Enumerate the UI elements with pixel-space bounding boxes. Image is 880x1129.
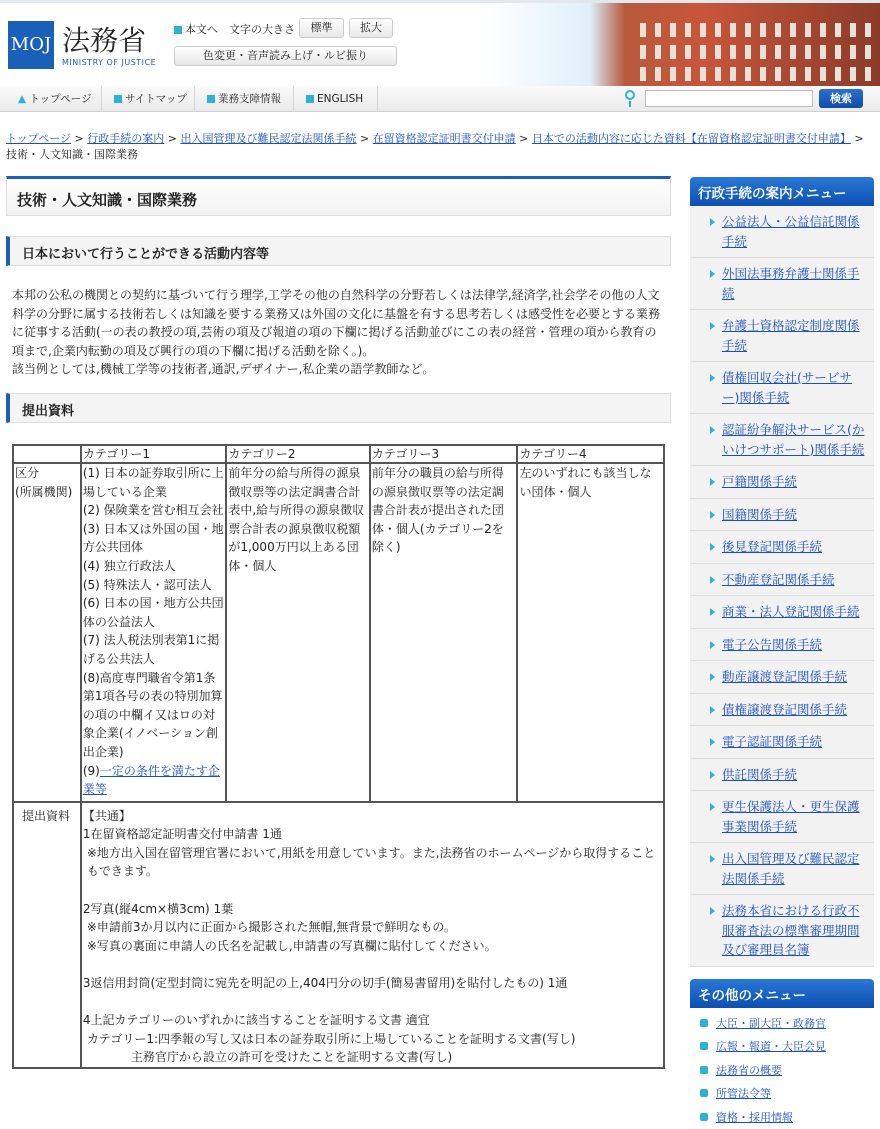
sidebar-menu-link[interactable]: 法務本省における行政不服審査法の標準審理期間及び審理員名簿 [722,903,860,957]
sidebar-menu-link[interactable]: 動産譲渡登記関係手続 [722,669,847,684]
sidebar-menu-item[interactable] [690,414,874,466]
building-window [820,45,826,59]
document-line [83,993,662,1012]
building-window [850,45,856,59]
building-window [670,45,676,59]
sidebar-menu-item[interactable] [690,499,874,532]
other-menu-link[interactable]: 所管法令等 [716,1087,771,1100]
header-category-2: カテゴリー2 [226,445,370,463]
sidebar-menu-link[interactable]: 債権回収会社(サービサー)関係手続 [722,370,852,405]
building-window [850,23,856,37]
building-window [790,45,796,59]
square-bullet-icon [174,26,182,34]
page-title: 技術・人文知識・国際業務 [6,176,671,216]
breadcrumb-link[interactable]: トップページ [6,132,71,145]
document-line [83,955,662,974]
sidebar-menu-link[interactable]: 不動産登記関係手続 [722,572,835,587]
cat1-item-9 [83,762,225,801]
nav-label: ENGLISH [317,93,363,105]
square-bullet-icon [114,95,122,103]
other-menu-link[interactable]: 資格・採用情報 [716,1111,793,1124]
sidebar-menu-item[interactable] [690,466,874,499]
other-menu-link[interactable]: 法務省の概要 [716,1064,782,1077]
cat1-item: (4) 独立行政法人 [83,557,225,576]
building-window [850,67,856,81]
cat1-item: (2) 保険業を営む相互会社 [83,501,225,520]
row-label: 提出資料 [13,802,81,1068]
conditions-link[interactable]: 一定の条件を満たす企業等 [83,764,220,797]
sidebar-menu-link[interactable]: 債権譲渡登記関係手続 [722,702,847,717]
skip-label: 本文へ [185,23,218,36]
cat1-item: (8)高度専門職省令第1条第1項各号の表の特別加算の項の中欄イ又はロの対象企業(イノベーション創出企業) [83,669,225,762]
sidebar-menu-link[interactable]: 出入国管理及び難民認定法関係手続 [722,851,860,886]
document-line [83,881,662,900]
activities-description [6,286,671,379]
building-window [655,67,661,81]
examples-text: 該当例としては,機械工学等の技術者,通訳,デザイナー,私企業の語学教師など。 [12,360,665,379]
nav-label: 業務支障情報 [218,93,281,105]
building-window [700,45,706,59]
building-photo [590,3,880,89]
building-window [760,45,766,59]
category-3-cell: 前年分の職員の給与所得の源泉徴収票等の法定調書合計表が提出された団体・個人(カテゴリー2を除く) [370,463,518,802]
building-window [745,23,751,37]
nav-sitemap[interactable] [102,86,195,112]
sidebar-menu-item[interactable] [690,843,874,895]
activities-text: 本邦の公私の機関との契約に基づいて行う理学,工学その他の自然科学の分野若しくは法律学,経済学,社会学その他の人文科学の分野に属する技術若しくは知識を要する業務又は外国の文化に基盤を有する思考若しくは感受性を必要とする業務に従事する活動(一の表の教授の項,芸術の項及び報道の項の下欄に掲げる活動並びにこの表の経営・管理の項から教育の項まで,企業内転勤の項及び興行の項の下欄に掲げる活動を除く。)。 [12,286,665,360]
row-label: 区分 (所属機関) [13,463,81,802]
building-window [835,23,841,37]
building-window [655,45,661,59]
building-window [715,67,721,81]
document-line: 2写真(縦4cm×横3cm) 1葉 [83,900,662,919]
search-icon [625,90,635,100]
building-window [670,67,676,81]
breadcrumb [6,131,872,163]
sidebar-menu-item[interactable] [690,258,874,310]
building-window [640,45,646,59]
building-window [640,23,646,37]
building-window [640,67,646,81]
sidebar-menu-link[interactable]: 戸籍関係手続 [722,474,797,489]
cat1-item: (7) 法人税法別表第1に掲げる公共法人 [83,631,225,668]
search-button[interactable]: 検索 [819,89,863,108]
other-menu [690,1008,874,1129]
skip-to-content-link[interactable] [174,21,218,37]
document-line: ※申請前3か月以内に正面から撮影された無帽,無背景で鮮明なもの。 [83,918,662,937]
building-window [760,67,766,81]
breadcrumb-separator: > [164,132,180,145]
square-bullet-icon [306,95,314,103]
table-row-documents [13,802,664,1068]
header-category-1: カテゴリー1 [81,445,227,463]
sidebar-menu-item[interactable] [690,362,874,414]
building-window [670,23,676,37]
nav-top-page[interactable] [6,86,102,112]
cat1-item: (5) 特殊法人・認可法人 [83,576,225,595]
other-menu-item[interactable] [690,1012,874,1036]
search-input[interactable] [645,90,813,107]
document-line: 3返信用封筒(定型封筒に宛先を明記の上,404円分の切手(簡易書留用)を貼付したもの) 1通 [83,974,662,993]
building-window [715,23,721,37]
building-window [700,23,706,37]
sidebar-menu-item[interactable] [690,206,874,258]
requirements-table [12,444,665,1069]
section-heading-documents: 提出資料 [6,393,671,423]
document-line: カテゴリー1:四季報の写し又は日本の証券取引所に上場していることを証明する文書(写し) [83,1030,662,1049]
building-window [655,23,661,37]
main-content [6,176,671,423]
breadcrumb-current: 技術・人文知識・国際業務 [6,148,138,161]
accessibility-button[interactable]: 色変更・音声読み上げ・ルビ振り [174,46,397,66]
breadcrumb-separator: > [516,132,532,145]
other-menu-item[interactable] [690,1035,874,1059]
cat1-item: (6) 日本の国・地方公共団体の公益法人 [83,594,225,631]
breadcrumb-link[interactable]: 出入国管理及び難民認定法関係手続 [180,132,356,145]
building-window [700,67,706,81]
other-menu-item[interactable] [690,1106,874,1129]
building-window [835,45,841,59]
header-category-4: カテゴリー4 [517,445,664,463]
document-line: ※写真の裏面に申請人の氏名を記載し,申請書の写真欄に貼付してください。 [83,937,662,956]
moj-logo[interactable]: MOJ [8,21,54,69]
building-window [685,23,691,37]
other-menu-link[interactable]: 広報・報道・大臣会見 [716,1040,826,1053]
site-header [0,0,880,86]
logo-subtitle: MINISTRY OF JUSTICE [62,58,156,67]
building-window [820,23,826,37]
building-window [715,45,721,59]
documents-cell [81,802,664,1068]
nav-service-info[interactable] [195,86,294,112]
other-menu-link[interactable]: 大臣・副大臣・政務官 [716,1017,826,1030]
building-window [865,45,871,59]
sidebar-menu-item[interactable] [690,726,874,759]
cat1-item: (1) 日本の証券取引所に上場している企業 [83,464,225,501]
procedures-menu-title: 行政手続の案内メニュー [690,177,874,206]
building-window [730,23,736,37]
category-2-cell: 前年分の給与所得の源泉徴収票等の法定調書合計表中,給与所得の源泉徴収票合計表の源泉徴収税額が1,000万円以上ある団体・個人 [226,463,370,802]
building-window [730,45,736,59]
building-window [775,23,781,37]
building-window [760,23,766,37]
sidebar-menu-link[interactable]: 外国法事務弁護士関係手続 [722,266,860,301]
building-window [775,45,781,59]
font-large-button[interactable]: 拡大 [349,18,393,38]
sidebar-menu-item[interactable] [690,661,874,694]
font-size-label: 文字の大きさ [229,21,295,37]
building-window [685,45,691,59]
sidebar-menu-item[interactable] [690,531,874,564]
building-window [835,67,841,81]
sidebar-menu-link[interactable]: 公益法人・公益信託関係手続 [722,214,860,249]
category-4-cell: 左のいずれにも該当しない団体・個人 [517,463,664,802]
header-category-3: カテゴリー3 [370,445,518,463]
home-icon: ▲ [18,93,26,105]
header-cell [13,445,81,463]
sidebar-menu-item[interactable] [690,895,874,967]
other-menu-item[interactable] [690,1059,874,1083]
building-window [805,67,811,81]
table-row-classification [13,463,664,802]
sidebar [690,177,874,1129]
nav-english[interactable] [294,86,378,112]
breadcrumb-link[interactable]: 日本での活動内容に応じた資料【在留資格認定証明書交付申請】 [532,132,851,145]
sidebar-menu-item[interactable] [690,629,874,662]
sidebar-menu-item[interactable] [690,564,874,597]
other-menu-item[interactable] [690,1082,874,1106]
building-window [805,23,811,37]
font-standard-button[interactable]: 標準 [299,18,344,38]
document-line: 【共通】 [83,807,662,826]
document-line: 1在留資格認定証明書交付申請書 1通 [83,825,662,844]
document-line: 主務官庁から設立の許可を受けたことを証明する文書(写し) [83,1048,662,1067]
sidebar-menu-link[interactable]: 後見登記関係手続 [722,539,822,554]
breadcrumb-link[interactable]: 在留資格認定証明書交付申請 [373,132,516,145]
section-heading-activities: 日本において行うことができる活動内容等 [6,236,671,266]
nav-label: サイトマップ [125,93,187,105]
sidebar-menu-item[interactable] [690,310,874,362]
sidebar-menu-link[interactable]: 更生保護法人・更生保護事業関係手続 [722,799,860,834]
building-window [805,45,811,59]
sidebar-menu-item[interactable] [690,791,874,843]
sidebar-menu-item[interactable] [690,596,874,629]
sidebar-menu-link[interactable]: 供託関係手続 [722,767,797,782]
table-header-row [13,445,664,463]
item-prefix: (9) [83,764,100,778]
document-line: 4上記カテゴリーのいずれかに該当することを証明する文書 適宜 [83,1011,662,1030]
building-window [730,67,736,81]
building-window [745,67,751,81]
sidebar-menu-item[interactable] [690,694,874,727]
breadcrumb-separator: > [851,132,864,145]
sidebar-menu-link[interactable]: 電子認証関係手続 [722,734,822,749]
cat1-item: (3) 日本又は外国の国・地方公共団体 [83,520,225,557]
other-menu-title: その他のメニュー [690,979,874,1008]
logo-title[interactable]: 法務省 [62,19,146,59]
building-window [775,67,781,81]
document-line: ※地方出入国在留管理官署において,用紙を用意しています。また,法務省のホームページから取得することもできます。 [83,844,662,881]
sidebar-menu-link[interactable]: 商業・法人登記関係手続 [722,604,860,619]
breadcrumb-separator: > [356,132,372,145]
sidebar-menu-link[interactable]: 電子公告関係手続 [722,637,822,652]
building-window [790,23,796,37]
sidebar-menu-link[interactable]: 認証紛争解決サービス(かいけつサポート)関係手続 [722,422,864,457]
sidebar-menu-link[interactable]: 国籍関係手続 [722,507,797,522]
breadcrumb-link[interactable]: 行政手続の案内 [87,132,164,145]
building-window [745,45,751,59]
building-window [685,67,691,81]
sidebar-menu-link[interactable]: 弁護士資格認定制度関係手続 [722,318,860,353]
building-window [865,23,871,37]
breadcrumb-separator: > [71,132,87,145]
sidebar-menu-item[interactable] [690,759,874,792]
nav-label: トップページ [29,93,91,105]
building-window [820,67,826,81]
procedures-menu [690,206,874,967]
square-bullet-icon [207,95,215,103]
building-window [865,67,871,81]
category-1-cell [81,463,227,802]
building-window [790,67,796,81]
